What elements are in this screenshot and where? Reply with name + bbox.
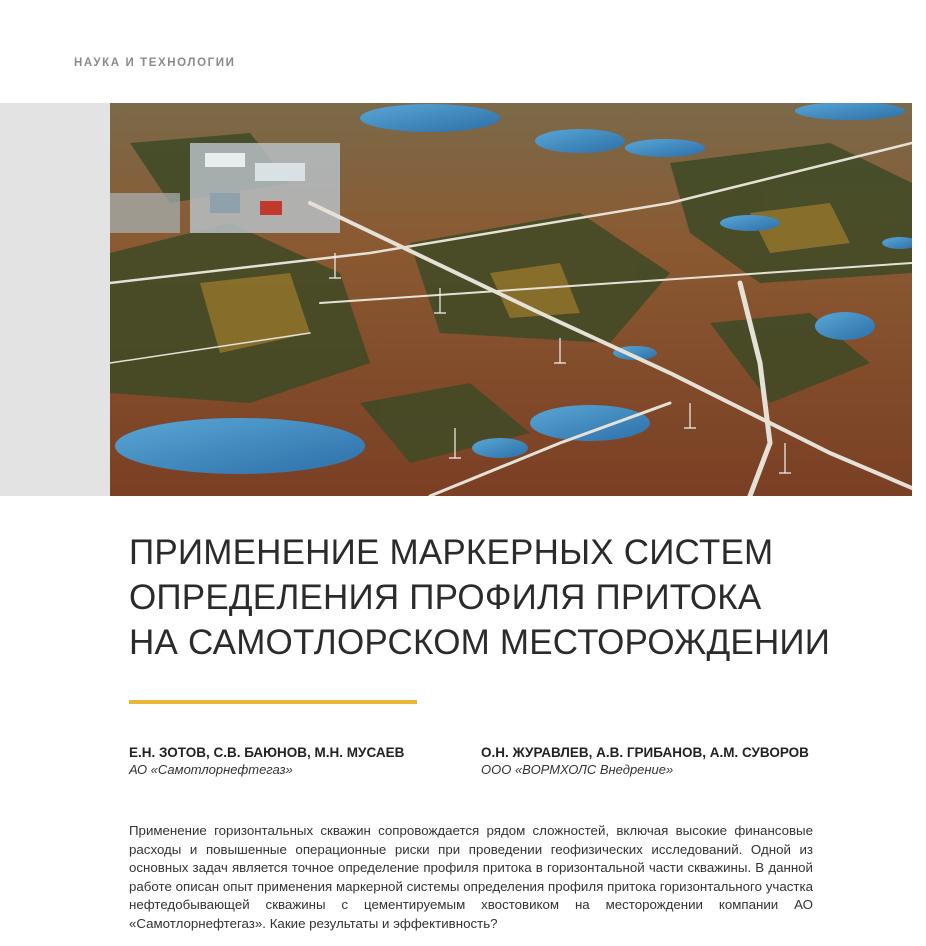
aerial-oilfield-photo: [110, 103, 912, 496]
author-names: Е.Н. ЗОТОВ, С.В. БАЮНОВ, М.Н. МУСАЕВ: [129, 745, 405, 760]
author-group-1: [129, 745, 404, 777]
accent-rule: [129, 700, 417, 704]
title-line: НА САМОТЛОРСКОМ МЕСТОРОЖДЕНИИ: [129, 623, 831, 662]
author-organization: АО «Самотлорнефтегаз»: [129, 762, 293, 777]
author-group-2: [481, 745, 809, 777]
title-line: ОПРЕДЕЛЕНИЯ ПРОФИЛЯ ПРИТОКА: [129, 578, 762, 617]
article-title: [129, 530, 830, 665]
decorative-band: [0, 103, 110, 496]
section-label: НАУКА И ТЕХНОЛОГИИ: [74, 57, 236, 69]
title-line: ПРИМЕНЕНИЕ МАРКЕРНЫХ СИСТЕМ: [129, 533, 774, 572]
author-names: О.Н. ЖУРАВЛЕВ, А.В. ГРИБАНОВ, А.М. СУВОРОВ: [481, 745, 809, 760]
author-organization: ООО «ВОРМХОЛС Внедрение»: [481, 762, 674, 777]
article-abstract: Применение горизонтальных скважин сопровождается рядом сложностей, включая высокие финансовые расходы и повышенные операционные риски при проведении геофизических исследований. Одной из основных задач является точное определение профиля притока в горизонтальной части скважины. В данной работе описан опыт применения маркерной системы определения профиля притока горизонтального участка нефтедобывающей скважины с цементируемым хвостовиком на месторождении компании АО «Самотлорнефтегаз». Какие результаты и эффективность?: [129, 823, 813, 931]
